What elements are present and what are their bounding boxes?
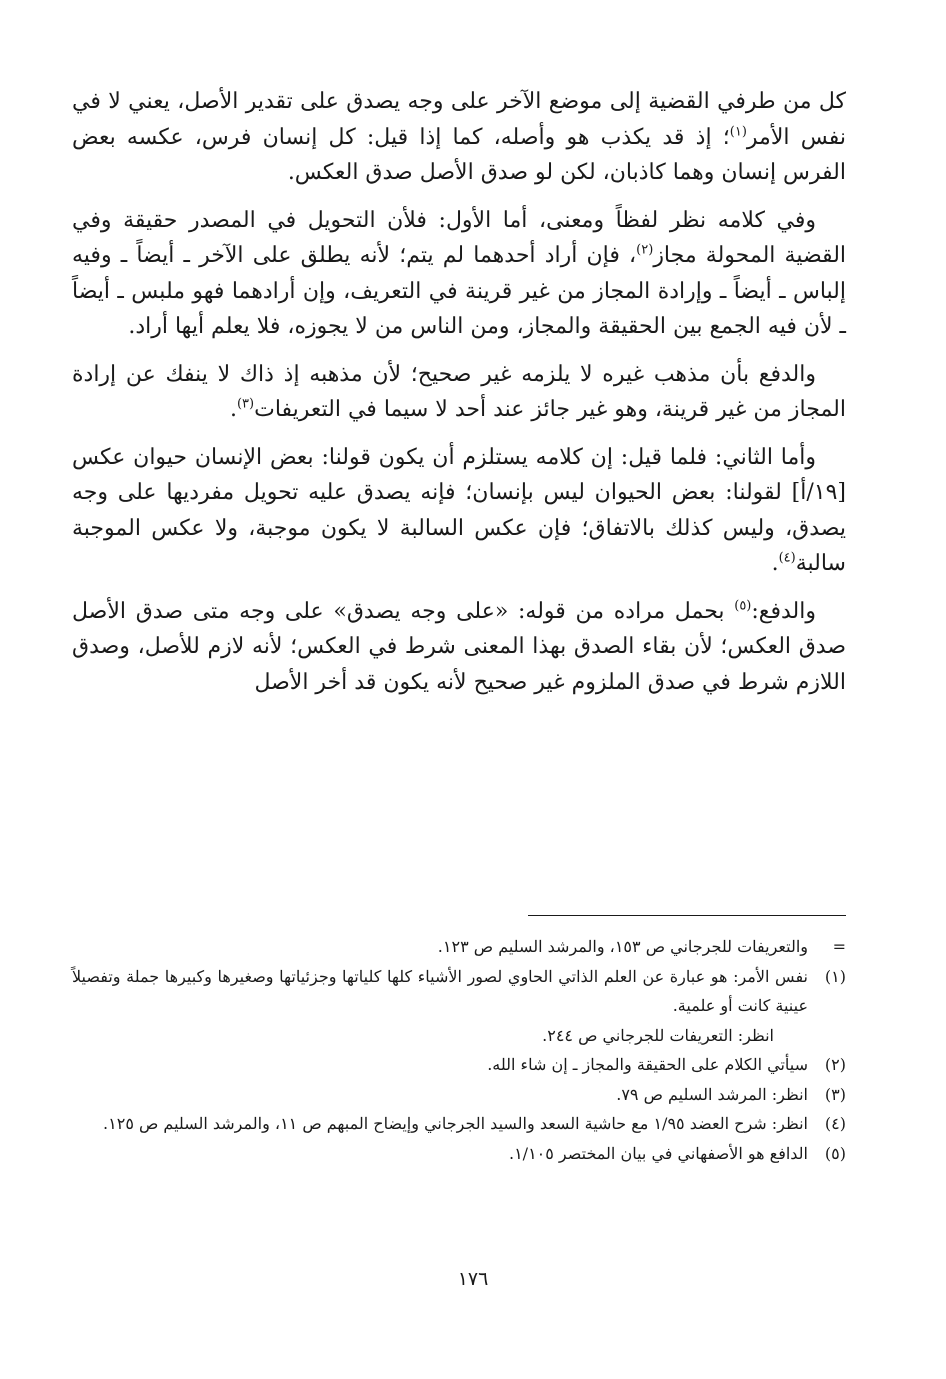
footnote-2	[72, 1050, 846, 1080]
paragraph-2	[72, 203, 846, 345]
footnotes	[72, 932, 846, 1168]
footnote-ref-4[interactable]: (٤)	[778, 550, 796, 566]
main-text	[72, 84, 846, 712]
paragraph-5	[72, 594, 846, 701]
footnote-1	[72, 962, 846, 1051]
paragraph-text: والدفع:	[751, 598, 816, 624]
footnote-number: (٣)	[824, 1084, 846, 1104]
page-number: ١٧٦	[457, 1268, 489, 1290]
paragraph-text: وفي كلامه نظر لفظاً ومعنى، أما الأول: فلأن التحويل في المصدر حقيقة وفي القضية المحولة مجاز	[72, 207, 847, 268]
footnote-number: (٢)	[824, 1055, 846, 1074]
paragraph-text: .	[771, 551, 779, 576]
footnote-text: سيأتي الكلام على الحقيقة والمجاز ـ إن شاء الله.	[487, 1055, 808, 1074]
footnote-continuation	[72, 932, 846, 962]
footnote-text: الدافع هو الأصفهاني في بيان المختصر ١/١٠٥.	[508, 1143, 808, 1163]
footnote-5	[72, 1139, 846, 1169]
footnote-4	[72, 1109, 846, 1139]
paragraph-text: كل من طرفي القضية إلى موضع الآخر على وجه يصدق على تقدير الأصل، يعني لا في نفس الأمر	[72, 89, 846, 150]
footnote-number: (١)	[824, 966, 846, 986]
footnote-ref-3[interactable]: (٣)	[236, 396, 255, 412]
footnote-number: =	[832, 937, 846, 956]
paragraph-text: وأما الثاني: فلما قيل: إن كلامه يستلزم أن يكون قولنا: بعض الإنسان حيوان عكس [١٩/أ] لقولنا: بعض الحيوان ليس بإنسان؛ فإنه يصدق عليه تحويل مفرديها على وجه يصدق، وليس كذلك بالاتفاق؛ فإن عكس السالبة لا يكون موجبة، ولا عكس الموجبة سالبة	[72, 444, 846, 576]
paragraph-text: ، فإن أراد أحدهما لم يتم؛ لأنه يطلق على الآخر ـ أيضاً ـ وفيه إلباس ـ أيضاً ـ وإرادة المجاز من غير قرينة في التعريف، وإن أرادهما فهو ملبس ـ أيضاً ـ لأن فيه الجمع بين الحقيقة والمجاز، ومن الناس من لا يجوزه، فلا يعلم أيها أراد.	[72, 243, 846, 339]
paragraph-4	[72, 440, 846, 582]
paragraph-text: ؛ إذ قد يكذب هو وأصله، كما إذا قيل: كل إنسان فرس، عكسه بعض الفرس إنسان وهما كاذبان، لكن لو صدق الأصل صدق العكس.	[72, 124, 846, 185]
footnote-text: انظر: شرح العضد ١/٩٥ مع حاشية السعد والسيد الجرجاني وإيضاح المبهم ص ١١، والمرشد السليم ص ١٢٥.	[103, 1114, 808, 1133]
paragraph-1	[72, 84, 846, 191]
footnote-source: انظر: التعريفات للجرجاني ص ٢٤٤.	[542, 1025, 774, 1045]
paragraph-text: .	[229, 397, 237, 422]
paragraph-3	[72, 357, 846, 428]
footnote-text: نفس الأمر: هو عبارة عن العلم الذاتي الحاوي لصور الأشياء كلها كلياتها وجزئياتها وصغيرها وكبيرها جملة وتفصيلاً عينية كانت أو علمية.	[72, 966, 808, 1015]
footnote-number: (٤)	[824, 1114, 846, 1133]
footnote-3	[72, 1080, 846, 1110]
footnote-text: والتعريفات للجرجاني ص ١٥٣، والمرشد السليم ص ١٢٣.	[437, 937, 808, 956]
footnote-ref-1[interactable]: (١)	[729, 124, 747, 140]
footnote-separator	[528, 915, 846, 916]
footnote-ref-5[interactable]: (٥)	[734, 598, 752, 614]
paragraph-text: والدفع بأن مذهب غيره لا يلزمه غير صحيح؛ لأن مذهبه إذ ذاك لا ينفك عن إرادة المجاز من غير قرينة، وهو غير جائز عند أحد لا سيما في التعريفات	[72, 361, 846, 422]
footnote-ref-2[interactable]: (٢)	[636, 242, 654, 258]
footnote-number: (٥)	[824, 1143, 846, 1163]
paragraph-text: بحمل مراده من قوله: «على وجه يصدق» على وجه متى صدق الأصل صدق العكس؛ لأن بقاء الصدق بهذا المعنى شرط في العكس؛ لأنه لازم للأصل، وصدق اللازم شرط في صدق الملزوم غير صحيح لأنه يكون قد أخر الأصل	[72, 598, 846, 695]
footnote-text: انظر: المرشد السليم ص ٧٩.	[616, 1084, 808, 1104]
